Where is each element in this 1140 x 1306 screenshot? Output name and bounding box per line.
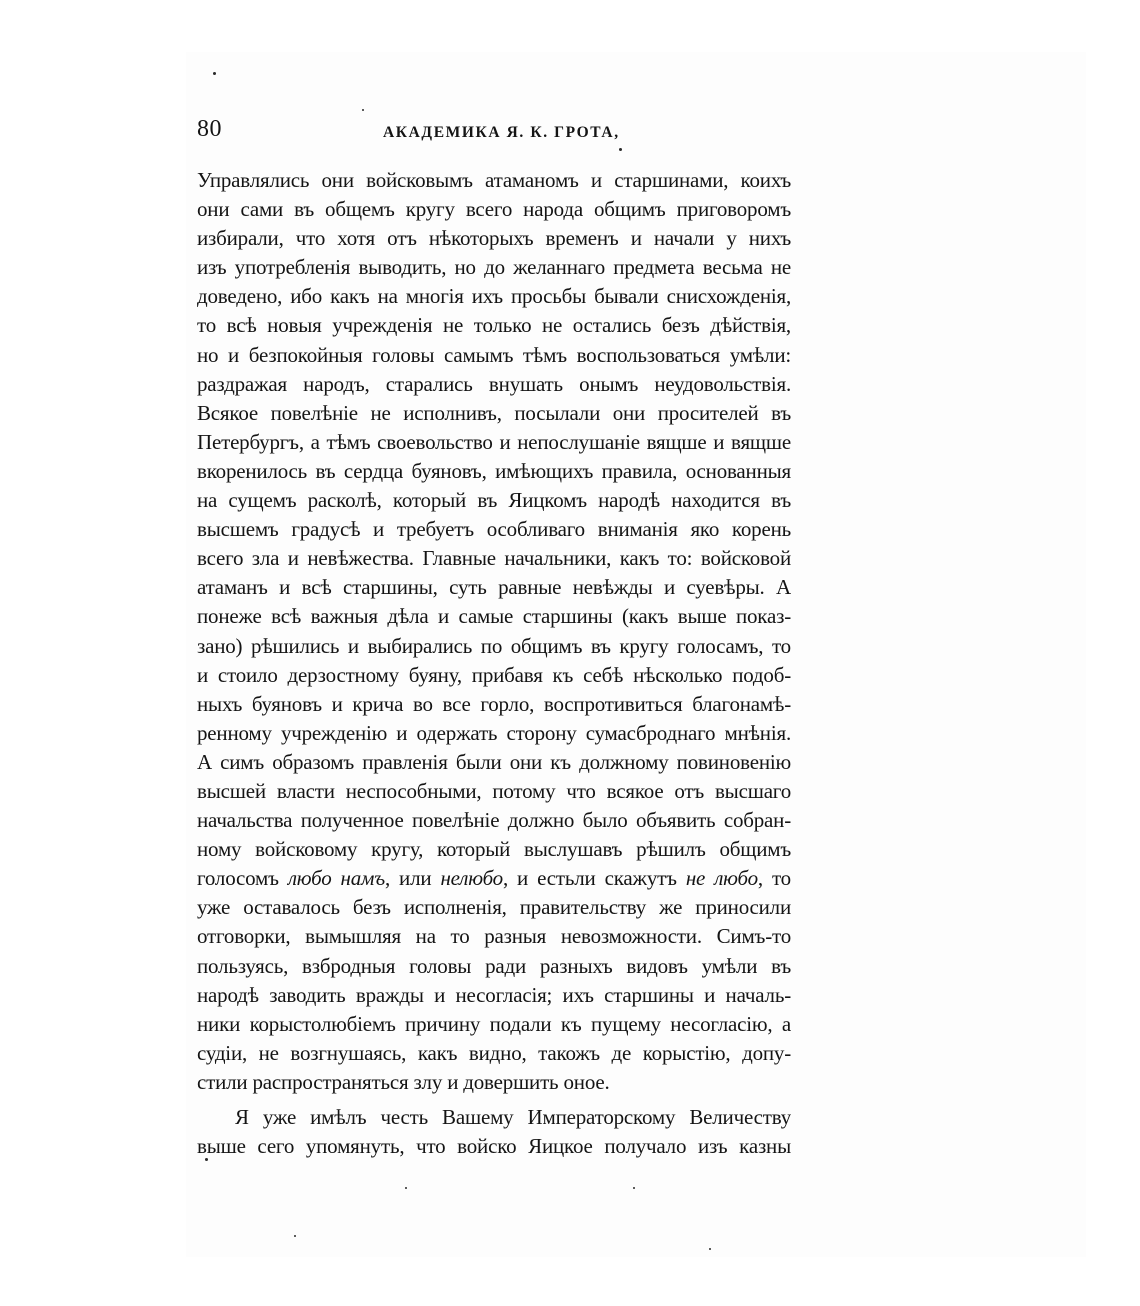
- text-line: Управлялись они войсковымъ атаманомъ и старшинами, коихъ: [197, 168, 791, 192]
- text-line: высшемъ градусѣ и требуетъ особливаго вниманія яко корень: [197, 517, 791, 542]
- text-line: атаманъ и всѣ старшины, суть равные невѣжды и суевѣры. А: [197, 575, 791, 600]
- text-line: зано) рѣшились и выбирались по общимъ въ кругу голосамъ, то: [197, 633, 791, 658]
- text-line: Я уже имѣлъ честь Вашему Императорскому Величеству: [235, 1105, 791, 1129]
- text-line: пользуясь, взбродныя головы ради разныхъ видовъ умѣли въ: [197, 953, 791, 978]
- paragraph: [197, 1103, 791, 1161]
- text-line: но и безпокойныя головы самымъ тѣмъ воспользоваться умѣли:: [197, 342, 791, 367]
- text-line: на сущемъ расколѣ, который въ Яицкомъ народѣ находится въ: [197, 488, 791, 513]
- text-line: всего зла и невѣжества. Главные начальники, какъ то: войсковой: [197, 546, 791, 571]
- text-line: голосомъ любо намъ, или нелюбо, и естьли скажутъ не любо, то: [197, 866, 791, 891]
- paragraph: [197, 166, 791, 1097]
- scan-speck: [405, 1187, 407, 1189]
- text-line: стили распространяться злу и довершить оное.: [197, 1069, 610, 1094]
- scan-speck: [633, 1187, 635, 1189]
- text-line: и стоило дерзостному буяну, прибавя къ себѣ нѣсколько подоб-: [197, 662, 791, 687]
- page-number: 80: [197, 116, 222, 142]
- text-line: доведено, ибо какъ на многія ихъ просьбы бывали снисхожденія,: [197, 284, 791, 309]
- text-line: раздражая народъ, старались внушать онымъ неудовольствія.: [197, 371, 791, 396]
- text-line: они сами въ общемъ кругу всего народа общимъ приговоромъ: [197, 197, 791, 222]
- text-line: Всякое повелѣніе не исполнивъ, посылали они просителей въ: [197, 400, 791, 425]
- text-line: ники корыстолюбіемъ причину подали къ пущему несогласію, а: [197, 1011, 791, 1036]
- text-line: понеже всѣ важныя дѣла и самые старшины (какъ выше показ-: [197, 604, 791, 629]
- scan-speck: [205, 1158, 208, 1161]
- text-line: ныхъ буяновъ и крича во все горло, воспротивиться благонамѣ-: [197, 691, 791, 716]
- text-line: народѣ заводить вражды и несогласія; ихъ старшины и началь-: [197, 982, 791, 1007]
- text-line: избирали, что хотя отъ нѣкоторыхъ временъ и начали у нихъ: [197, 226, 791, 251]
- text-line: ному войсковому кругу, который выслушавъ рѣшилъ общимъ: [197, 837, 791, 862]
- scan-speck: [213, 72, 216, 75]
- scan-speck: [709, 1248, 711, 1250]
- text-line: изъ употребленія выводить, но до желаннаго предмета весьма не: [197, 255, 791, 280]
- scan-speck: [294, 1235, 296, 1237]
- running-head: [197, 112, 797, 152]
- text-line: то всѣ новыя учрежденія не только не остались безъ дѣйствія,: [197, 313, 791, 338]
- text-line: вкоренилось въ сердца буяновъ, имѣющихъ правила, основанныя: [197, 458, 791, 483]
- text-line: А симъ образомъ правленія были они къ должному повиновенію: [197, 749, 791, 774]
- text-line: ренному учрежденію и одержать сторону сумасброднаго мнѣнія.: [197, 720, 791, 745]
- text-line: высшей власти неспособными, потому что всякое отъ высшаго: [197, 778, 791, 803]
- scan-speck: [619, 148, 622, 151]
- text-line: уже оставалось безъ исполненія, правительству же приносили: [197, 895, 791, 920]
- text-line: Петербургъ, а тѣмъ своевольство и непослушаніе вящше и вящше: [197, 429, 791, 454]
- text-line: начальства полученное повелѣніе должно было объявить собран-: [197, 808, 791, 833]
- scan-speck: [362, 109, 364, 111]
- text-line: судіи, не возгнушаясь, какъ видно, такожъ де корыстію, допу-: [197, 1040, 791, 1065]
- text-line: отговорки, вымышляя на то разныя невозможности. Симъ-то: [197, 924, 791, 949]
- text-line: выше сего упомянуть, что войско Яицкое получало изъ казны: [197, 1134, 791, 1159]
- running-title: АКАДЕМИКА Я. К. ГРОТА,: [383, 124, 620, 141]
- body-text: [197, 166, 791, 1161]
